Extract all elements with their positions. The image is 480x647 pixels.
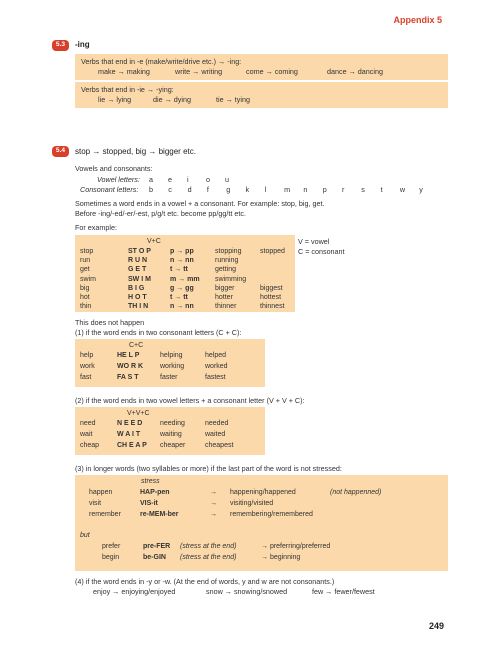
example: make → making — [98, 67, 150, 76]
table-cell: pre-FER — [143, 543, 171, 550]
table-cell: thinner — [215, 303, 237, 311]
table-cell: t → tt — [170, 266, 188, 274]
table-cell: VIS-it — [140, 500, 158, 507]
vc-heading: Vowels and consonants: — [75, 164, 153, 173]
table-cell: fast — [80, 374, 92, 381]
example: die → dying — [153, 95, 191, 104]
table-cell: H O T — [128, 294, 147, 301]
table-cell: HAP-pen — [140, 489, 170, 496]
rule-2: (2) if the word ends in two vowel letters + a consonant letter (V + V + C): — [75, 396, 305, 405]
consonant: f — [206, 185, 209, 194]
table-cell: HE L P — [117, 352, 140, 359]
table-cell: bigger — [215, 284, 235, 292]
table-cell: needed — [205, 420, 229, 427]
rule-1: (1) if the word ends in two consonant letters (C + C): — [75, 328, 242, 337]
section-title-5-3: -ing — [75, 40, 90, 49]
table-cell: wait — [80, 431, 93, 438]
table-cell: → beginning — [261, 554, 301, 561]
table-cell: thin — [80, 303, 92, 311]
table-cell: helped — [205, 352, 227, 359]
vowel: a — [149, 175, 153, 184]
table-cell: visit — [89, 500, 102, 507]
table-cell: happen — [89, 489, 113, 496]
section-title-5-4: stop → stopped, big → bigger etc. — [75, 147, 196, 156]
table-cell: W A I T — [117, 431, 141, 438]
table-cell: biggest — [260, 284, 283, 292]
table-v-v-c — [75, 407, 265, 455]
example: come → coming — [246, 67, 298, 76]
table-cell: B I G — [128, 284, 145, 292]
appendix-heading: Appendix 5 — [393, 15, 442, 25]
table-cell: SW I M — [128, 275, 151, 283]
table-cell: → preferring/preferred — [261, 543, 331, 550]
consonant: t — [380, 185, 383, 194]
table-cell: working — [160, 363, 185, 370]
table-cell: p → pp — [170, 248, 194, 255]
consonant: s — [361, 185, 365, 194]
table-cell: run — [80, 257, 91, 265]
rule-box-ie — [75, 82, 448, 108]
table-cell: happening/happened — [230, 489, 296, 496]
consonant: c — [168, 185, 172, 194]
table-cell: g → gg — [170, 284, 194, 292]
table-cell: remember — [89, 511, 121, 518]
consonant: g — [226, 185, 231, 194]
table-cell: ST O P — [128, 248, 151, 255]
page-number: 249 — [428, 621, 444, 631]
table-cell: need — [80, 420, 96, 427]
table-cell: getting — [215, 266, 237, 274]
table-cell: help — [80, 352, 94, 359]
vowel-label: Vowel letters: — [97, 175, 140, 184]
table-cell: worked — [205, 363, 228, 370]
consonant: n — [303, 185, 308, 194]
table-cell: prefer — [102, 543, 121, 550]
table-cell: (not happenned) — [330, 489, 382, 496]
consonant: l — [264, 185, 267, 194]
rule-text: Verbs that end in -e (make/write/drive etc.) → -ing: — [81, 57, 242, 66]
section-badge-5-3: 5.3 — [52, 40, 69, 51]
table-cell: G E T — [128, 266, 147, 274]
table-cell: get — [80, 266, 90, 274]
table-cell: hottest — [260, 294, 282, 301]
table-cell: running — [215, 257, 239, 265]
table-cell: → — [210, 511, 217, 518]
table-cell: m → mm — [170, 275, 200, 283]
rule-3: (3) in longer words (two syllables or more) if the last part of the word is not stressed: — [75, 464, 342, 473]
table-cell: visiting/visited — [230, 500, 274, 507]
table-cell: thinnest — [260, 303, 285, 311]
consonant-label: Consonant letters: — [80, 185, 139, 194]
consonant: p — [322, 185, 327, 194]
table-cell: FA S T — [117, 374, 139, 381]
table-stress — [75, 475, 448, 571]
table-cell: n → nn — [170, 257, 194, 265]
for-example-text: For example: — [75, 223, 117, 232]
table-cell: hot — [80, 294, 90, 301]
example: few → fewer/fewest — [312, 587, 375, 596]
table-cell: → — [210, 489, 217, 496]
table-cell: remembering/remembered — [230, 511, 313, 518]
table-header: C+C — [129, 342, 144, 349]
example: lie → lying — [98, 95, 132, 104]
rule-box-e — [75, 54, 448, 80]
table-cell: work — [80, 363, 95, 370]
example: tie → tying — [216, 95, 250, 104]
consonant: d — [187, 185, 192, 194]
table-cell: (stress at the end) — [180, 543, 237, 550]
vowel: o — [206, 175, 210, 184]
consonant: b — [149, 185, 153, 194]
sometimes-text: Sometimes a word ends in a vowel + a consonant. For example: stop, big, get. — [75, 199, 325, 208]
table-cell: → — [210, 500, 217, 507]
table-cell: CH E A P — [117, 442, 147, 449]
table-cell: stopped — [260, 248, 285, 255]
table-cell: stop — [80, 248, 94, 255]
example: dance → dancing — [327, 67, 383, 76]
table-cell: stopping — [215, 248, 242, 255]
table-cell: begin — [102, 554, 120, 561]
table-cell: fastest — [205, 374, 226, 381]
table-cell: n → nn — [170, 303, 194, 311]
table-cell: waited — [205, 431, 226, 438]
table-cell: hotter — [215, 294, 233, 301]
table-header: V+V+C — [127, 410, 150, 417]
table-c-c — [75, 339, 265, 387]
table-cell: WO R K — [117, 363, 144, 370]
before-text: Before -ing/-ed/-er/-est, p/g/t etc. become pp/gg/tt etc. — [75, 209, 246, 218]
table-cell: t → tt — [170, 294, 188, 301]
table-cell: R U N — [128, 257, 148, 265]
vowel: e — [168, 175, 172, 184]
table-cell: big — [80, 284, 90, 292]
section-badge-5-4: 5.4 — [52, 146, 69, 157]
stress-label: stress — [141, 478, 160, 485]
consonant: k — [245, 185, 250, 194]
table-cell: TH I N — [128, 303, 149, 311]
table-cell: cheaper — [160, 442, 186, 449]
consonant: y — [419, 185, 423, 194]
example: snow → snowing/snowed — [206, 587, 288, 596]
table-cell: waiting — [160, 431, 182, 438]
table-cell: be-GIN — [143, 554, 166, 561]
rule-4: (4) if the word ends in -y or -w. (At the end of words, y and w are not consonants.) — [75, 577, 335, 586]
table-cell: N E E D — [117, 420, 143, 427]
table-cell: helping — [160, 352, 183, 359]
not-happen-text: This does not happen — [75, 318, 145, 327]
vowel: i — [187, 175, 189, 184]
but-label: but — [80, 532, 90, 539]
example: enjoy → enjoying/enjoyed — [93, 587, 176, 596]
table-cell: faster — [160, 374, 178, 381]
example: write → writing — [175, 67, 223, 76]
vowel: u — [225, 175, 229, 184]
consonant: r — [342, 185, 345, 194]
legend-vowel: V = vowel — [298, 237, 330, 246]
table-cell: swimming — [215, 275, 247, 283]
table-cell: swim — [80, 275, 96, 283]
legend-consonant: C = consonant — [298, 247, 345, 256]
consonant: m — [284, 185, 291, 194]
table-cell: cheap — [80, 442, 100, 449]
table-cell: re-MEM-ber — [140, 511, 179, 518]
table-header: V+C — [147, 238, 161, 245]
table-v-c — [75, 235, 295, 312]
table-cell: (stress at the end) — [180, 554, 237, 561]
rule-text: Verbs that end in -ie → -ying: — [81, 85, 174, 94]
table-cell: needing — [160, 420, 185, 427]
table-cell: cheapest — [205, 442, 234, 449]
consonant: w — [399, 185, 406, 194]
